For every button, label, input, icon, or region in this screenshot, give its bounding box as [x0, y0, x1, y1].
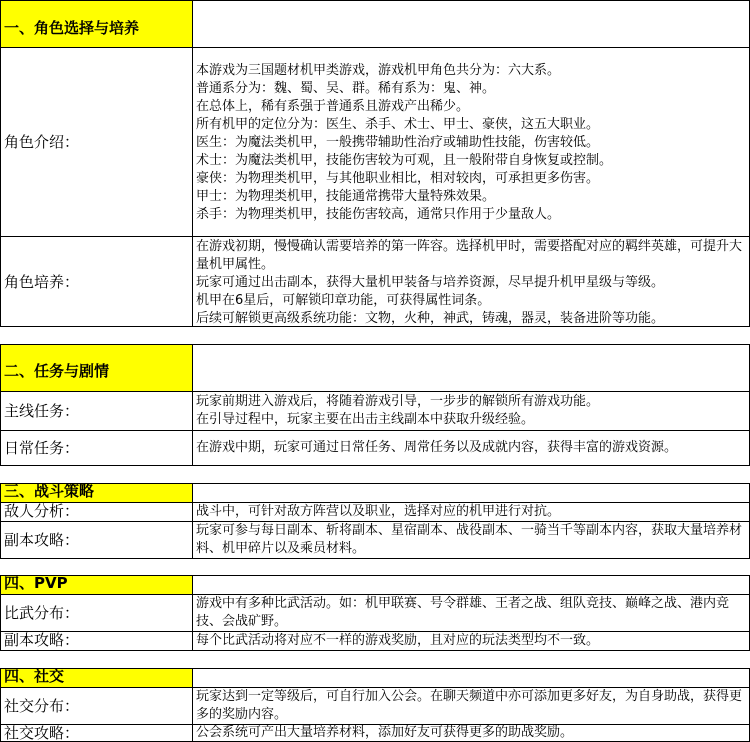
section-header-blank-cell [192, 0, 750, 48]
text-line: 所有机甲的定位分为：医生、杀手、术士、甲士、豪侠，这五大职业。 [196, 117, 600, 132]
text-line: 机甲在6星后，可解锁印章功能，可获得属性词条。 [196, 293, 491, 308]
table-row-dungeon-guide [0, 521, 750, 559]
row-content [196, 595, 745, 631]
table-row-main-quest [0, 391, 750, 431]
row-label: 角色介绍： [4, 133, 80, 151]
row-content-cell [192, 502, 750, 522]
text-line: 甲士：为物理类机甲，技能通常携带大量特殊效果。 [196, 189, 496, 204]
text-line: 玩家可通过出击副本，获得大量机甲装备与培养资源，尽早提升机甲星级与等级。 [196, 275, 665, 290]
row-content-cell [192, 594, 750, 632]
section-header-pvp [0, 575, 750, 595]
row-content-cell [192, 236, 750, 327]
section-header-blank-cell [192, 483, 750, 503]
section-header-label-cell [0, 0, 192, 48]
table-row-daily-quest [0, 430, 750, 466]
section-header-quest [0, 344, 750, 392]
row-label-cell [0, 687, 192, 725]
row-content [196, 503, 745, 521]
section-header-battle [0, 483, 750, 503]
row-label-cell [0, 521, 192, 559]
table-row-role-cultivation [0, 236, 750, 327]
text-line: 杀手：为物理类机甲，技能伤害较高，通常只作用于少量敌人。 [196, 207, 561, 222]
row-content [196, 688, 745, 724]
section-header-blank-cell [192, 575, 750, 595]
row-label: 敌人分析： [4, 502, 80, 520]
row-label-cell [0, 594, 192, 632]
section-header-label-cell [0, 483, 192, 503]
section-title: 四、社交 [4, 667, 65, 685]
text-line: 在引导过程中，玩家主要在出击主线副本中获取升级经验。 [196, 412, 535, 427]
row-content-cell [192, 391, 750, 431]
text-line: 在总体上，稀有系强于普通系且游戏产出稀少。 [196, 99, 470, 114]
row-content-cell [192, 430, 750, 466]
section-header-role [0, 0, 750, 48]
section-title: 一、角色选择与培养 [4, 19, 140, 37]
section-header-blank-cell [192, 344, 750, 392]
text-line: 后续可解锁更高级系统功能：文物，火种，神武，铸魂，器灵，装备进阶等功能。 [196, 311, 665, 326]
text-line: 游戏中有多种比武活动。如：机甲联赛、号令群雄、王者之战、组队竞技、巅峰之战、港内竞技、会战矿野。 [196, 596, 730, 629]
section-header-label-cell [0, 575, 192, 595]
text-line: 玩家可参与每日副本、斩将副本、星宿副本、战役副本、一骑当千等副本内容，获取大量培养材料、机甲碎片以及乘员材料。 [196, 523, 743, 556]
row-label-cell [0, 430, 192, 466]
row-content [196, 62, 745, 224]
row-content-cell [192, 724, 750, 742]
section-title: 三、战斗策略 [4, 482, 95, 500]
row-label: 角色培养： [4, 272, 80, 291]
row-content-cell [192, 521, 750, 559]
section-header-label-cell [0, 668, 192, 688]
section-header-label-cell [0, 344, 192, 392]
row-label-cell [0, 391, 192, 431]
row-label: 日常任务： [4, 439, 80, 457]
text-line: 普通系分为：魏、蜀、吴、群。稀有系为：鬼、神。 [196, 81, 496, 96]
section-header-blank-cell [192, 668, 750, 688]
text-line: 公会系统可产出大量培养材料，添加好友可获得更多的助战奖励。 [196, 725, 574, 740]
row-label-cell [0, 631, 192, 651]
table-row-enemy-analysis [0, 502, 750, 522]
text-line: 术士：为魔法类机甲，技能伤害较为可观，且一般附带自身恢复或控制。 [196, 153, 613, 168]
row-label: 副本攻略： [4, 531, 80, 549]
row-label: 副本攻略： [4, 631, 80, 649]
section-title: 四、PVP [4, 574, 68, 592]
row-content [196, 238, 745, 328]
text-line: 战斗中，可针对敌方阵营以及职业，选择对应的机甲进行对抗。 [196, 504, 561, 519]
row-content [196, 522, 745, 558]
row-label-cell [0, 724, 192, 742]
row-content [196, 393, 745, 429]
text-line: 豪侠：为物理类机甲，与其他职业相比，相对较肉，可承担更多伤害。 [196, 171, 600, 186]
row-label-cell [0, 502, 192, 522]
text-line: 每个比武活动将对应不一样的游戏奖励，且对应的玩法类型均不一致。 [196, 633, 600, 648]
row-label: 社交分布： [4, 697, 80, 715]
text-line: 玩家达到一定等级后，可自行加入公会。在聊天频道中亦可添加更多好友，为自身助战，获得更多的奖励内容。 [196, 689, 743, 722]
row-content [196, 632, 745, 650]
text-line: 玩家前期进入游戏后，将随着游戏引导，一步步的解锁所有游戏功能。 [196, 394, 600, 409]
section-header-social [0, 668, 750, 688]
table-row-competition [0, 594, 750, 632]
text-line: 医生：为魔法类机甲，一般携带辅助性治疗或辅助性技能，伤害较低。 [196, 135, 600, 150]
row-content-cell [192, 631, 750, 651]
text-line: 在游戏初期，慢慢确认需要培养的第一阵容。选择机甲时，需要搭配对应的羁绊英雄，可提升大量机甲属性。 [196, 239, 743, 272]
table-row-social-distribution [0, 687, 750, 725]
row-label-cell [0, 47, 192, 237]
row-label: 社交攻略： [4, 724, 80, 742]
text-line: 本游戏为三国题材机甲类游戏，游戏机甲角色共分为：六大系。 [196, 63, 561, 78]
row-content [196, 724, 745, 742]
table-row-pvp-guide [0, 631, 750, 651]
row-label: 比武分布： [4, 604, 80, 622]
section-title: 二、任务与剧情 [4, 362, 110, 380]
table-row-role-intro [0, 47, 750, 237]
row-content-cell [192, 47, 750, 237]
row-content-cell [192, 687, 750, 725]
row-label-cell [0, 236, 192, 327]
row-label: 主线任务： [4, 402, 80, 420]
row-content [196, 439, 745, 457]
table-row-social-guide [0, 724, 750, 742]
text-line: 在游戏中期，玩家可通过日常任务、周常任务以及成就内容，获得丰富的游戏资源。 [196, 440, 678, 455]
